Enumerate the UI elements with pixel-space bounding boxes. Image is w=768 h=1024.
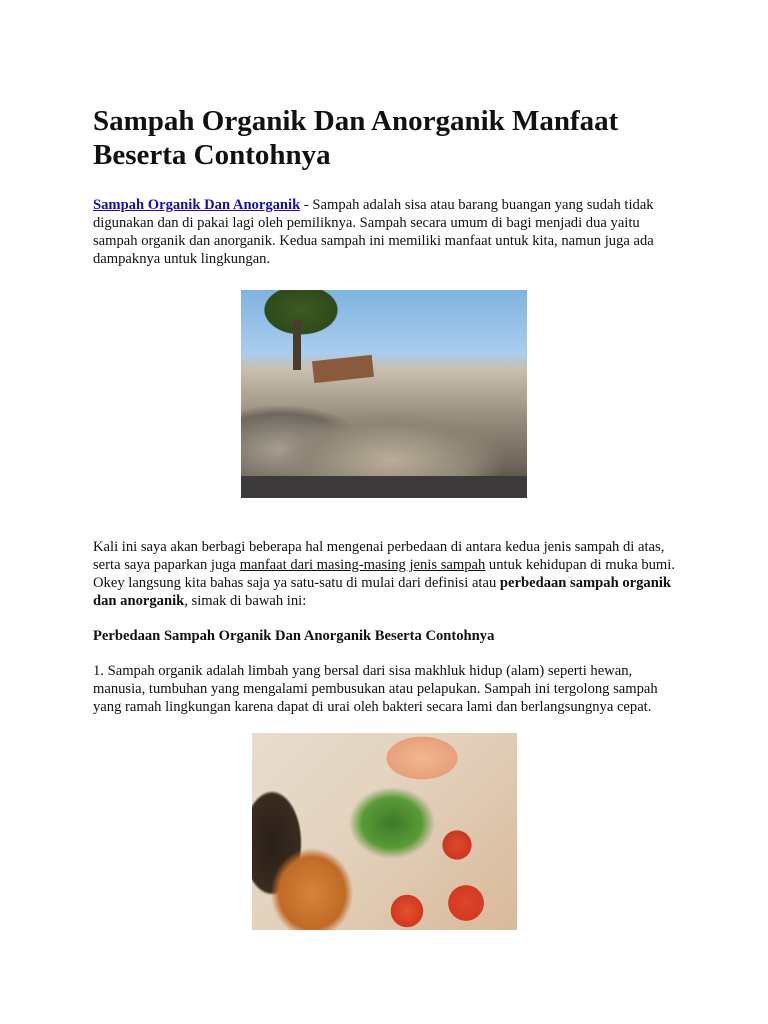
para2-bold: perbedaan sampah organik dan anorganik [93, 575, 672, 609]
intro-text: - Sampah adalah sisa atau barang buangan yang sudah tidak digunakan dan di pakai lagi oleh pemiliknya. Sampah secara umum di bagi menjadi dua yaitu sampah organik dan anorganik. Kedua sampah ini memiliki manfaat untuk kita, namun juga ada dampaknya untuk lingkungan. [93, 197, 654, 267]
section-heading: Perbedaan Sampah Organik Dan Anorganik Beserta Contohnya [93, 628, 495, 644]
paragraph-2 [93, 538, 683, 610]
para2-text-a: Kali ini saya akan berbagi beberapa hal mengenai perbedaan di antara kedua jenis sampah di atas, serta saya paparkan juga [93, 539, 665, 573]
garbage-pile-image [241, 290, 527, 498]
para2-underlined: manfaat dari masing-masing jenis sampah [239, 557, 486, 573]
para2-text-b: untuk kehidupan di muka bumi. Okey langsung kita bahas saja ya satu-satu di mulai dari definisi atau [93, 557, 675, 591]
article-title: Sampah Organik Dan Anorganik Manfaat Beserta Contohnya [93, 105, 619, 171]
paragraph-3: 1. Sampah organik adalah limbah yang bersal dari sisa makhluk hidup (alam) seperti hewan, manusia, tumbuhan yang mengalami pembusukan atau pelapukan. Sampah ini tergolong sampah yang ramah lingkungan karena dapat di urai oleh bakteri secara lami dan berlangsungnya cepat. [93, 663, 658, 715]
organic-waste-image [252, 733, 517, 930]
article-link[interactable]: Sampah Organik Dan Anorganik [93, 197, 301, 213]
intro-paragraph [93, 196, 683, 268]
para2-text-c: , simak di bawah ini: [184, 593, 307, 609]
